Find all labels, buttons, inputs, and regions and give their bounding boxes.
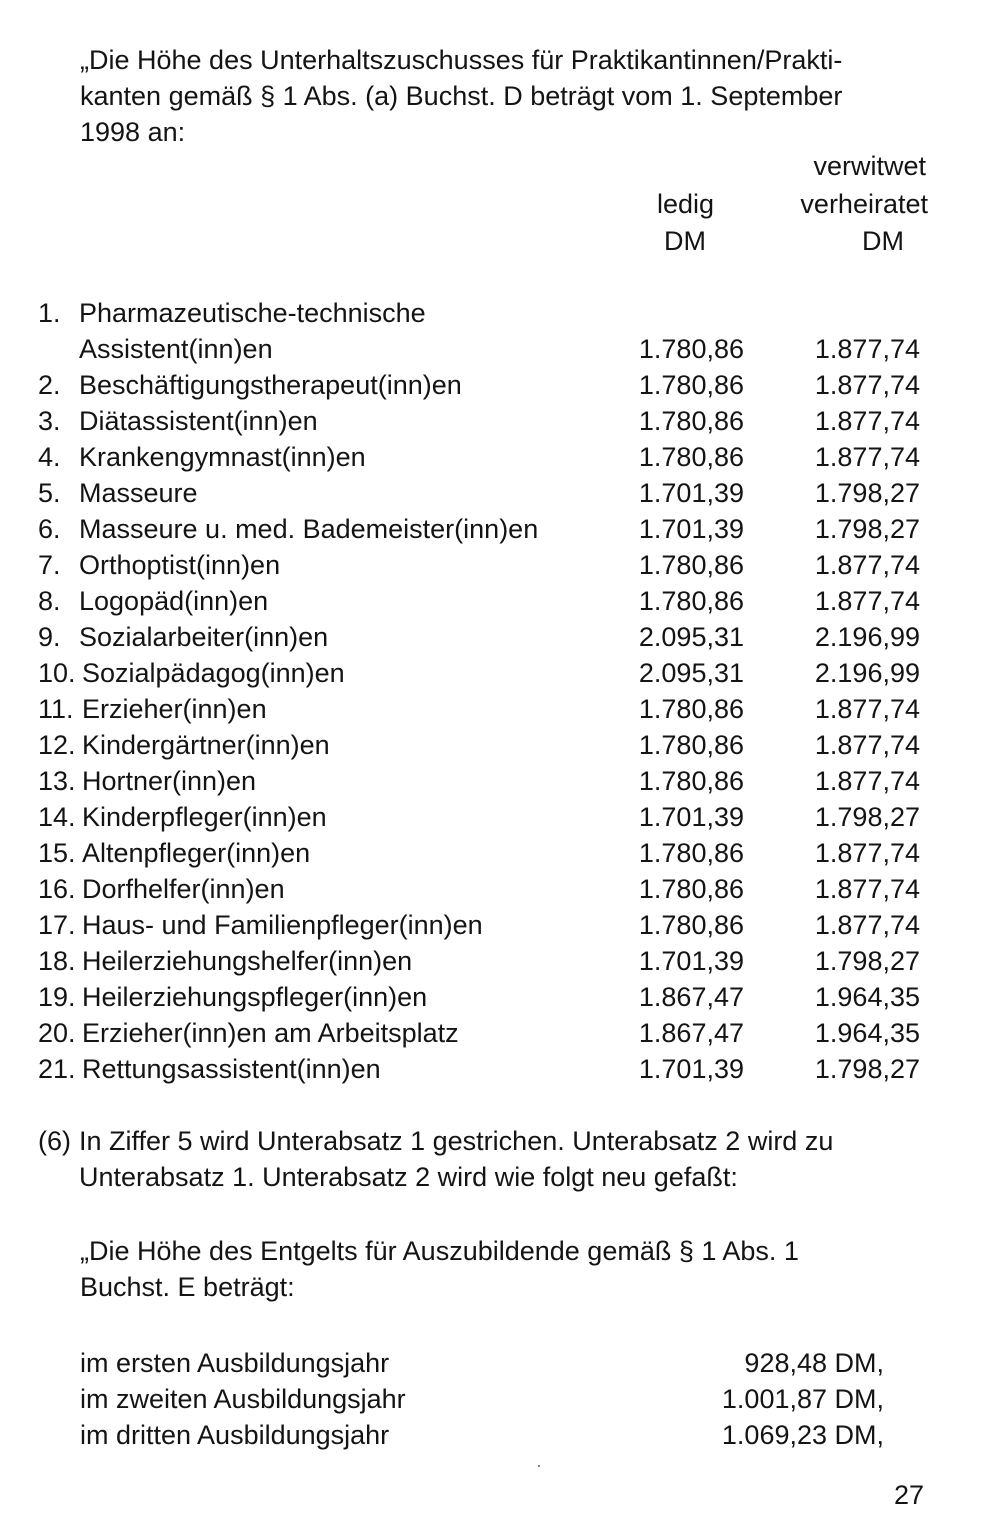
row-value-verheiratet: 1.798,27: [814, 514, 920, 544]
row-number: 4.: [38, 442, 61, 472]
list-item: [80, 1381, 884, 1417]
row-label: Hortner(inn)en: [82, 766, 257, 796]
row-number: 9.: [38, 622, 61, 652]
table-row: [0, 727, 1000, 763]
quote-line: „Die Höhe des Entgelts für Auszubildende gemäß § 1 Abs. 1: [80, 1236, 799, 1266]
intro-line: „Die Höhe des Unterhaltszuschusses für Praktikantinnen/Prakti-: [80, 45, 843, 75]
row-label: Sozialpädagog(inn)en: [82, 658, 345, 688]
row-label: Assistent(inn)en: [79, 334, 273, 364]
row-value-verheiratet: 2.196,99: [814, 622, 920, 652]
row-value-ledig: 1.780,86: [638, 586, 744, 616]
row-value-ledig: 1.780,86: [638, 442, 744, 472]
apprentice-quote: [80, 1233, 932, 1305]
row-value-verheiratet: 1.877,74: [814, 838, 920, 868]
table-row: [0, 619, 1000, 655]
row-label: Kindergärtner(inn)en: [82, 730, 330, 760]
intro-paragraph: [80, 42, 932, 150]
intro-line: 1998 an:: [80, 117, 186, 147]
row-value-ledig: 1.701,39: [638, 1054, 744, 1084]
table-row: [0, 403, 1000, 439]
row-value-ledig: 1.780,86: [638, 550, 744, 580]
row-label: Altenpfleger(inn)en: [82, 838, 311, 868]
row-number: 18.: [38, 946, 76, 976]
paragraph-number: (6): [38, 1126, 71, 1156]
header-unit-verheiratet: DM: [862, 226, 904, 256]
row-value-ledig: 1.780,86: [638, 838, 744, 868]
table-row: [0, 547, 1000, 583]
row-number: 2.: [38, 370, 61, 400]
row-value-ledig: 2.095,31: [638, 658, 744, 688]
row-value-verheiratet: 1.877,74: [814, 874, 920, 904]
row-value-ledig: 1.780,86: [638, 370, 744, 400]
paragraph-line: Unterabsatz 1. Unterabsatz 2 wird wie folgt neu gefaßt:: [79, 1162, 738, 1192]
row-value-verheiratet: 1.877,74: [814, 406, 920, 436]
header-unit-ledig: DM: [664, 226, 706, 256]
row-value-verheiratet: 1.877,74: [814, 370, 920, 400]
scan-speck: [538, 1465, 540, 1467]
row-value-ledig: 1.780,86: [638, 874, 744, 904]
row-number: 7.: [38, 550, 61, 580]
row-value-verheiratet: 1.798,27: [814, 478, 920, 508]
row-value-verheiratet: 1.877,74: [814, 910, 920, 940]
apprentice-year-label: im zweiten Ausbildungsjahr: [80, 1384, 406, 1414]
row-label: Heilerziehungshelfer(inn)en: [82, 946, 413, 976]
row-value-verheiratet: 1.964,35: [814, 982, 920, 1012]
row-label: Beschäftigungstherapeut(inn)en: [79, 370, 462, 400]
table-row: [0, 655, 1000, 691]
table-row: [0, 295, 1000, 331]
row-label: Masseure: [79, 478, 198, 508]
quote-line: Buchst. E beträgt:: [80, 1272, 295, 1302]
apprentice-year-value: 1.069,23 DM,: [721, 1420, 884, 1450]
table-row: [0, 331, 1000, 367]
row-value-ledig: 1.701,39: [638, 802, 744, 832]
table-row: [0, 799, 1000, 835]
row-label: Kinderpfleger(inn)en: [82, 802, 327, 832]
table-row: [0, 1015, 1000, 1051]
row-value-ledig: 1.867,47: [638, 982, 744, 1012]
row-number: 14.: [38, 802, 76, 832]
row-value-verheiratet: 1.798,27: [814, 946, 920, 976]
apprentice-year-label: im dritten Ausbildungsjahr: [80, 1420, 390, 1450]
row-value-ledig: 1.780,86: [638, 766, 744, 796]
row-label: Dorfhelfer(inn)en: [82, 874, 285, 904]
header-verwitwet: verwitwet: [813, 151, 926, 181]
apprentice-year-value: 928,48 DM,: [744, 1348, 884, 1378]
row-value-ledig: 1.701,39: [638, 514, 744, 544]
row-value-ledig: 1.780,86: [638, 406, 744, 436]
row-number: 10.: [38, 658, 76, 688]
table-row: [0, 475, 1000, 511]
table-row: [0, 979, 1000, 1015]
row-number: 19.: [38, 982, 76, 1012]
row-value-verheiratet: 1.877,74: [814, 586, 920, 616]
row-value-ledig: 1.701,39: [638, 946, 744, 976]
header-verheiratet: verheiratet: [800, 189, 928, 219]
row-number: 21.: [38, 1054, 76, 1084]
row-number: 13.: [38, 766, 76, 796]
table-row: [0, 871, 1000, 907]
intro-line: kanten gemäß § 1 Abs. (a) Buchst. D beträgt vom 1. September: [80, 81, 843, 111]
apprentice-year-value: 1.001,87 DM,: [721, 1384, 884, 1414]
apprentice-year-label: im ersten Ausbildungsjahr: [80, 1348, 390, 1378]
row-value-verheiratet: 1.798,27: [814, 1054, 920, 1084]
table-row: [0, 1051, 1000, 1087]
row-value-verheiratet: 2.196,99: [814, 658, 920, 688]
row-value-verheiratet: 1.877,74: [814, 730, 920, 760]
row-label: Krankengymnast(inn)en: [79, 442, 366, 472]
row-label: Heilerziehungspfleger(inn)en: [82, 982, 428, 1012]
table-row: [0, 511, 1000, 547]
row-label: Logopäd(inn)en: [79, 586, 269, 616]
row-value-ledig: 1.780,86: [638, 694, 744, 724]
row-value-ledig: 1.780,86: [638, 334, 744, 364]
row-number: 16.: [38, 874, 76, 904]
row-number: 15.: [38, 838, 76, 868]
row-value-verheiratet: 1.964,35: [814, 1018, 920, 1048]
table-row: [0, 943, 1000, 979]
row-label: Orthoptist(inn)en: [79, 550, 281, 580]
list-item: [80, 1345, 884, 1381]
row-label: Masseure u. med. Bademeister(inn)en: [79, 514, 539, 544]
row-label: Pharmazeutische-technische: [79, 298, 426, 328]
row-value-ledig: 1.780,86: [638, 910, 744, 940]
row-number: 5.: [38, 478, 61, 508]
row-number: 12.: [38, 730, 76, 760]
table-row: [0, 439, 1000, 475]
row-label: Haus- und Familienpfleger(inn)en: [82, 910, 483, 940]
row-value-verheiratet: 1.877,74: [814, 550, 920, 580]
row-value-verheiratet: 1.877,74: [814, 442, 920, 472]
row-number: 20.: [38, 1018, 76, 1048]
row-label: Rettungsassistent(inn)en: [82, 1054, 381, 1084]
row-value-verheiratet: 1.877,74: [814, 334, 920, 364]
row-label: Sozialarbeiter(inn)en: [79, 622, 329, 652]
page-number: 27: [893, 1480, 924, 1510]
list-item: [80, 1417, 884, 1453]
row-number: 6.: [38, 514, 61, 544]
row-value-verheiratet: 1.877,74: [814, 766, 920, 796]
table-row: [0, 763, 1000, 799]
row-value-verheiratet: 1.877,74: [814, 694, 920, 724]
row-label: Erzieher(inn)en am Arbeitsplatz: [82, 1018, 459, 1048]
table-row: [0, 907, 1000, 943]
row-label: Diätassistent(inn)en: [79, 406, 318, 436]
paragraph-6: [38, 1123, 936, 1195]
row-number: 11.: [38, 694, 74, 724]
row-number: 3.: [38, 406, 61, 436]
row-value-ledig: 2.095,31: [638, 622, 744, 652]
row-number: 17.: [38, 910, 76, 940]
row-number: 8.: [38, 586, 61, 616]
row-value-ledig: 1.701,39: [638, 478, 744, 508]
paragraph-line: In Ziffer 5 wird Unterabsatz 1 gestrichen. Unterabsatz 2 wird zu: [79, 1126, 834, 1156]
table-row: [0, 367, 1000, 403]
row-number: 1.: [38, 298, 61, 328]
row-value-ledig: 1.867,47: [638, 1018, 744, 1048]
row-label: Erzieher(inn)en: [82, 694, 267, 724]
row-value-verheiratet: 1.798,27: [814, 802, 920, 832]
table-row: [0, 691, 1000, 727]
header-ledig: ledig: [656, 189, 714, 219]
row-value-ledig: 1.780,86: [638, 730, 744, 760]
table-row: [0, 835, 1000, 871]
table-row: [0, 583, 1000, 619]
